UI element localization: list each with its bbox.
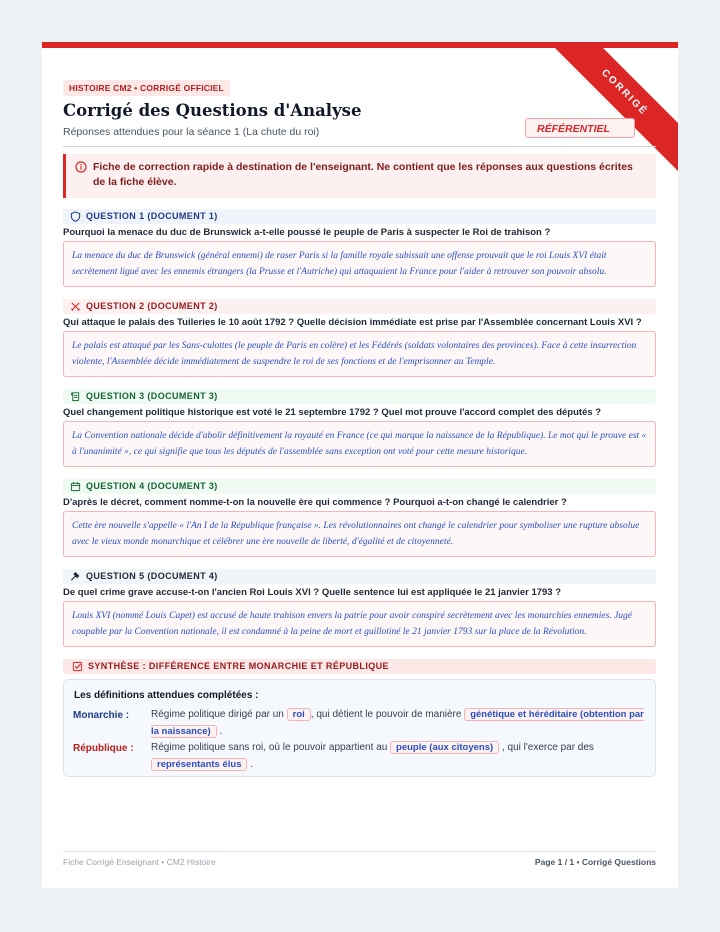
calendar-icon	[70, 481, 81, 492]
checkbox-icon	[72, 661, 83, 672]
question-2-answer: Le palais est attaqué par les Sans-culottes (le peuple de Paris en colère) et les Fédérés (soldats volontaires des provinces). Face à cette insurrection violente, l'Assemblée décide immédiatement de suspendre le roi de ses fonctions et de l'emprisonner au Temple.	[63, 331, 656, 377]
worksheet-page	[42, 42, 678, 888]
question-4-answer: Cette ère nouvelle s'appelle « l'An I de la République française ». Les révolutionnaires ont changé le calendrier pour symboliser une rupture absolue avec le vieux monde monarchique et célébrer une ère nouvelle de liberté, d'égalité et de citoyenneté.	[63, 511, 656, 557]
scroll-icon	[70, 391, 81, 402]
question-4-text: D'après le décret, comment nomme-t-on la nouvelle ère qui commence ? Pourquoi a-t-on changé le calendrier ?	[63, 497, 567, 508]
reference-badge: RÉFÉRENTIEL	[525, 118, 635, 138]
definition-republique	[151, 739, 646, 773]
term-republique: République :	[73, 743, 134, 754]
synthesis-label: SYNTHÈSE : DIFFÉRENCE ENTRE MONARCHIE ET RÉPUBLIQUE	[88, 661, 389, 671]
definition-text: , qui l'exerce par des	[501, 742, 594, 753]
filled-answer: génétique et héréditaire (obtention par la naissance)	[151, 709, 644, 737]
corrige-ribbon: CORRIGÉ	[541, 42, 678, 176]
footer-left: Fiche Corrigé Enseignant • CM2 Histoire	[63, 857, 216, 867]
definition-text: Régime politique dirigé par un	[151, 709, 284, 720]
notice-text: Fiche de correction rapide à destination de l'enseignant. Ne contient que les réponses aux questions écrites de la fiche élève.	[93, 161, 633, 188]
question-3-label: QUESTION 3 (DOCUMENT 3)	[86, 391, 218, 401]
question-1-header	[63, 209, 656, 224]
question-3-answer: La Convention nationale décide d'abolir définitivement la royauté en France (ce qui marque la naissance de la République). Le mot qui le prouve est « à l'unanimité », ce qui signifie que tous les députés de l'assemblée sans exception ont voté pour cette mesure historique.	[63, 421, 656, 467]
question-2-label: QUESTION 2 (DOCUMENT 2)	[86, 301, 218, 311]
info-icon	[75, 161, 87, 173]
filled-answer: représentants élus	[151, 758, 247, 771]
footer-page-number: Page 1 / 1 • Corrigé Questions	[534, 857, 656, 867]
filled-answer: roi	[287, 708, 311, 721]
question-3-header	[63, 389, 656, 404]
question-1-answer: La menace du duc de Brunswick (général ennemi) de raser Paris si la famille royale subissait une offense prouvait que le roi Louis XVI était secrètement ligué avec les ennemis étrangers (la Prusse et l'Autriche) qui attaquaient la France pour l'aider à retrouver son pouvoir absolu.	[63, 241, 656, 287]
definitions-box	[63, 679, 656, 777]
definition-monarchie	[151, 706, 646, 740]
question-4-header	[63, 479, 656, 494]
definition-text: Régime politique sans roi, où le pouvoir appartient au	[151, 742, 388, 753]
definition-text: .	[219, 726, 223, 737]
crossed-swords-icon	[70, 301, 81, 312]
subject-tag: HISTOIRE CM2 • CORRIGÉ OFFICIEL	[63, 80, 230, 96]
question-4-label: QUESTION 4 (DOCUMENT 3)	[86, 481, 218, 491]
shield-icon	[70, 211, 81, 222]
definition-text: , qui détient le pouvoir de manière	[310, 709, 462, 720]
question-1-text: Pourquoi la menace du duc de Brunswick a-t-elle poussé le peuple de Paris à suspecter le Roi de trahison ?	[63, 227, 551, 238]
question-5-answer: Louis XVI (nommé Louis Capet) est accusé de haute trahison envers la patrie pour avoir conspiré secrètement avec les monarchies ennemies. Jugé coupable par la Convention nationale, il est condamné à la peine de mort et guillotiné le 21 janvier 1793 sur la place de la Révolution.	[63, 601, 656, 647]
question-5-label: QUESTION 5 (DOCUMENT 4)	[86, 571, 218, 581]
page-title: Corrigé des Questions d'Analyse	[63, 101, 362, 120]
teacher-notice	[63, 154, 656, 198]
question-3-text: Quel changement politique historique est voté le 21 septembre 1792 ? Quel mot prouve l'accord complet des députés ?	[63, 407, 602, 418]
term-monarchie: Monarchie :	[73, 710, 130, 721]
question-5-text: De quel crime grave accuse-t-on l'ancien Roi Louis XVI ? Quelle sentence lui est appliquée le 21 janvier 1793 ?	[63, 587, 562, 598]
header-divider	[63, 146, 656, 147]
question-5-header	[63, 569, 656, 584]
definitions-intro: Les définitions attendues complétées :	[74, 690, 259, 701]
page-subtitle: Réponses attendues pour la séance 1 (La chute du roi)	[63, 126, 320, 138]
synthesis-header	[63, 659, 656, 674]
gavel-icon	[70, 571, 81, 582]
definition-text: .	[250, 759, 254, 770]
footer-divider	[63, 851, 656, 852]
filled-answer: peuple (aux citoyens)	[390, 741, 499, 754]
question-2-text: Qui attaque le palais des Tuileries le 10 août 1792 ? Quelle décision immédiate est prise par l'Assemblée concernant Louis XVI ?	[63, 317, 642, 328]
question-1-label: QUESTION 1 (DOCUMENT 1)	[86, 211, 218, 221]
question-2-header	[63, 299, 656, 314]
